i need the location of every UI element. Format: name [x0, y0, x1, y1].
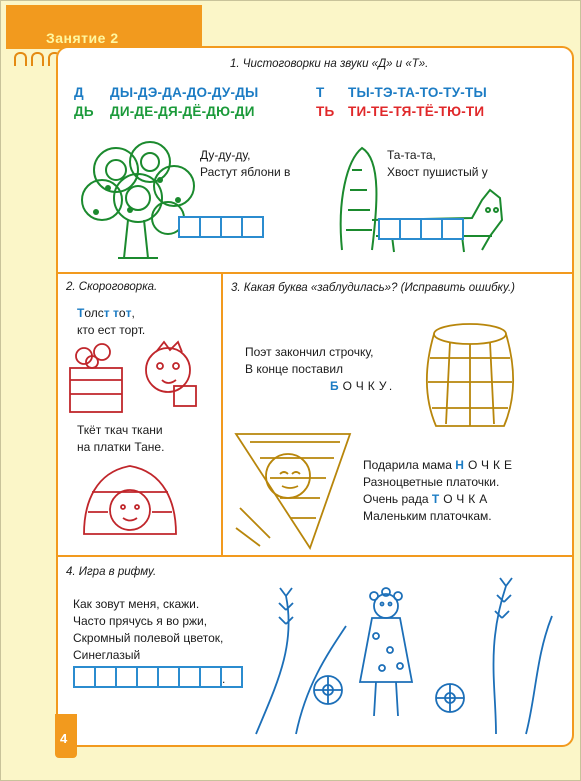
girl-with-kerchief-illustration: [230, 428, 365, 550]
divider-1: [58, 272, 572, 274]
answer-boxes-cat[interactable]: [378, 218, 462, 240]
right-rhyme-line1: Та-та-та,: [387, 148, 436, 162]
d-label: Д: [74, 85, 84, 100]
answer-boxes-garden[interactable]: [178, 216, 262, 238]
girl-in-scarf-illustration: [78, 462, 182, 548]
riddle-line1: Как зовут меня, скажи.: [73, 597, 200, 611]
poem-line5: Очень рада ТОЧКА: [363, 492, 492, 506]
task2-heading: 2. Скороговорка.: [66, 281, 158, 293]
cake-boy-illustration: [64, 338, 214, 418]
mistake-word-1: БОЧКУ.: [330, 379, 397, 393]
dj-label: ДЬ: [74, 104, 94, 119]
tongue-twister-line4: на платки Тане.: [77, 440, 165, 454]
tongue-twister-line2: кто ест торт.: [77, 323, 146, 337]
tj-syllables: ТИ-ТЕ-ТЯ-ТЁ-ТЮ-ТИ: [348, 104, 485, 119]
dj-syllables: ДИ-ДЕ-ДЯ-ДЁ-ДЮ-ДИ: [110, 104, 255, 119]
cornflower-field-illustration: [236, 566, 562, 736]
riddle-line2: Часто прячусь я во ржи,: [73, 614, 208, 628]
barrel-illustration: [420, 318, 520, 436]
poem-line4: Разноцветные платочки.: [363, 475, 500, 489]
left-rhyme-line2: Растут яблони в: [200, 165, 291, 179]
divider-2: [221, 274, 223, 556]
poem-line3: Подарила мама НОЧКЕ: [363, 458, 517, 472]
tj-label: ТЬ: [316, 104, 335, 119]
tongue-twister-line1: Толст тот,: [77, 306, 135, 320]
riddle-line4: Синеглазый: [73, 648, 141, 662]
poem-line6: Маленьким платочкам.: [363, 509, 492, 523]
divider-3: [58, 555, 572, 557]
tongue-twister-line3: Ткёт ткач ткани: [77, 423, 163, 437]
task1-heading: 1. Чистоговорки на звуки «Д» и «Т».: [230, 58, 429, 70]
poem-line2: В конце поставил: [245, 362, 344, 376]
right-rhyme-line2: Хвост пушистый у: [387, 165, 488, 179]
d-syllables: ДЫ-ДЭ-ДА-ДО-ДУ-ДЫ: [110, 85, 259, 100]
poem-line1: Поэт закончил строчку,: [245, 345, 374, 359]
page-number: 4: [60, 731, 68, 746]
answer-boxes-cornflower[interactable]: [73, 666, 241, 688]
apple-tree-illustration: [78, 140, 198, 265]
t-label: Т: [316, 85, 325, 100]
riddle-end: .: [222, 672, 226, 686]
t-syllables: ТЫ-ТЭ-ТА-ТО-ТУ-ТЫ: [348, 85, 487, 100]
task3-heading: 3. Какая буква «заблудилась»? (Исправить ошибку.): [231, 282, 515, 294]
left-rhyme-line1: Ду-ду-ду,: [200, 148, 251, 162]
lesson-title: Занятие 2: [46, 30, 119, 46]
task4-heading: 4. Игра в рифму.: [66, 566, 157, 578]
riddle-line3: Скромный полевой цветок,: [73, 631, 224, 645]
